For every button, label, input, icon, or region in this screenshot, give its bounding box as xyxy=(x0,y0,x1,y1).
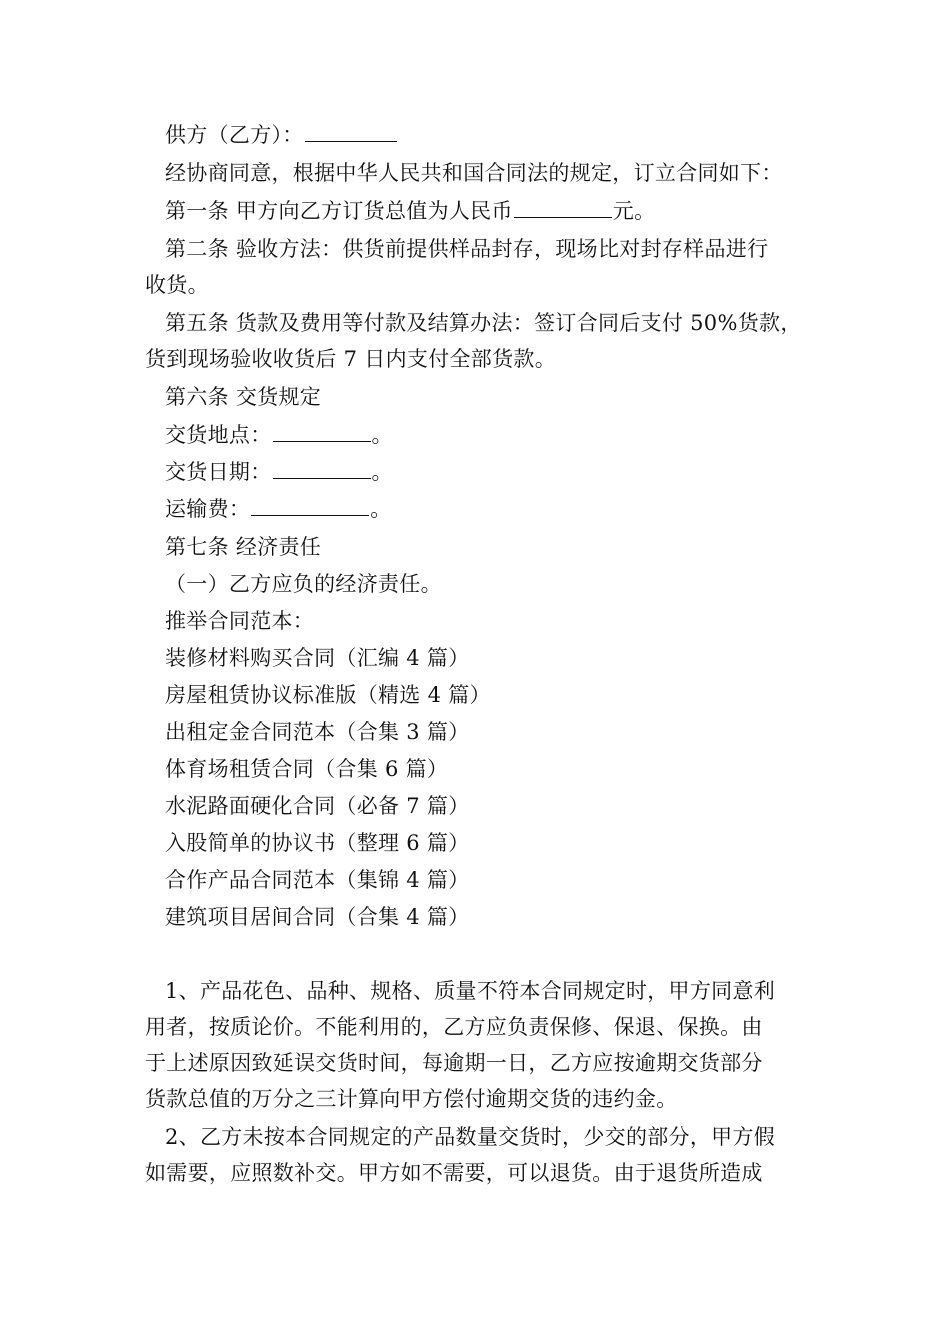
delivery-date-label: 交货日期： xyxy=(165,460,272,484)
article2-line2: 收货。 xyxy=(145,273,209,297)
recommend-item[interactable]: 入股简单的协议书（整理 6 篇） xyxy=(165,831,470,855)
recommend-item[interactable]: 装修材料购买合同（汇编 4 篇） xyxy=(165,646,470,670)
recommend-item[interactable]: 房屋租赁协议标准版（精选 4 篇） xyxy=(165,683,491,707)
clause1-line2: 用者，按质论价。不能利用的，乙方应负责保修、保退、保换。由 xyxy=(145,1015,763,1039)
delivery-date-line xyxy=(165,457,393,487)
article1-line xyxy=(165,196,655,226)
article5-line1: 第五条 货款及费用等付款及结算办法：签订合同后支付 50%货款， xyxy=(165,311,802,335)
article5-line2: 货到现场验收收货后 7 日内支付全部货款。 xyxy=(145,347,557,371)
freight-end: 。 xyxy=(370,497,392,521)
article2-line1: 第二条 验收方法：供货前提供样品封存，现场比对封存样品进行 xyxy=(165,237,769,261)
recommend-item[interactable]: 建筑项目居间合同（合集 4 篇） xyxy=(165,905,470,929)
intro-line: 经协商同意，根据中华人民共和国合同法的规定，订立合同如下： xyxy=(165,161,783,185)
freight-blank xyxy=(251,495,369,516)
article7-title: 第七条 经济责任 xyxy=(165,535,322,559)
recommend-item[interactable]: 体育场租赁合同（合集 6 篇） xyxy=(165,757,449,781)
freight-line xyxy=(165,494,392,524)
delivery-place-line xyxy=(165,420,393,450)
recommend-item[interactable]: 出租定金合同范本（合集 3 篇） xyxy=(165,720,470,744)
article7-sub1: （一）乙方应负的经济责任。 xyxy=(165,572,442,596)
recommend-item[interactable]: 合作产品合同范本（集锦 4 篇） xyxy=(165,868,470,892)
recommend-heading: 推举合同范本： xyxy=(165,609,315,633)
clause1-line4: 货款总值的万分之三计算向甲方偿付逾期交货的违约金。 xyxy=(145,1087,678,1111)
clause2-line2: 如需要，应照数补交。甲方如不需要，可以退货。由于退货所造成 xyxy=(145,1161,763,1185)
article6-title: 第六条 交货规定 xyxy=(165,385,322,409)
article1-prefix: 第一条 甲方向乙方订货总值为人民币 xyxy=(165,199,513,223)
clause2-line1: 2、乙方未按本合同规定的产品数量交货时，少交的部分，甲方假 xyxy=(165,1125,776,1149)
clause1-line3: 于上述原因致延误交货时间，每逾期一日，乙方应按逾期交货部分 xyxy=(145,1051,763,1075)
delivery-date-end: 。 xyxy=(371,460,393,484)
supplier-label: 供方（乙方）： xyxy=(165,123,304,147)
article1-suffix: 元。 xyxy=(612,199,656,223)
recommend-item[interactable]: 水泥路面硬化合同（必备 7 篇） xyxy=(165,794,470,818)
supplier-blank xyxy=(305,121,397,142)
delivery-place-label: 交货地点： xyxy=(165,423,272,447)
delivery-place-end: 。 xyxy=(371,423,393,447)
delivery-place-blank xyxy=(273,421,371,442)
delivery-date-blank xyxy=(273,458,371,479)
supplier-line xyxy=(165,120,398,150)
freight-label: 运输费： xyxy=(165,497,251,521)
clause1-line1: 1、产品花色、品种、规格、质量不符本合同规定时，甲方同意利 xyxy=(165,979,776,1003)
amount-blank xyxy=(514,197,612,218)
